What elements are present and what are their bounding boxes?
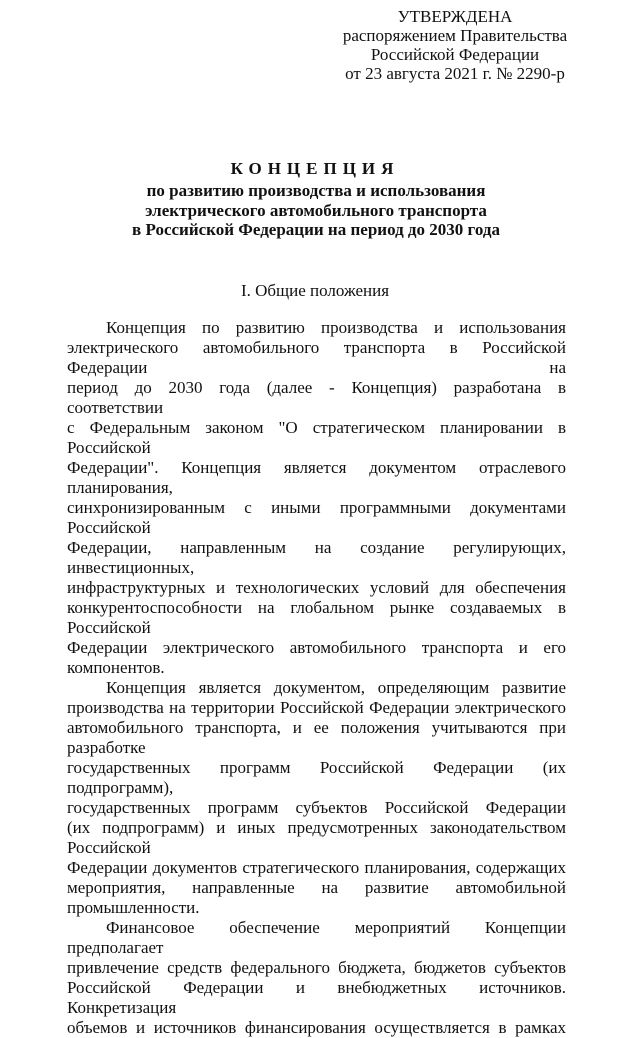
paragraph-line: Российской Федерации и внебюджетных источников. Конкретизация — [67, 977, 566, 1017]
paragraph-line: инфраструктурных и технологических условий для обеспечения — [67, 577, 566, 597]
document-subtitle — [60, 181, 572, 240]
paragraph-line: Финансовое обеспечение мероприятий Концепции предполагает — [67, 917, 566, 957]
paragraph-line: с Федеральным законом "О стратегическом планировании в Российской — [67, 417, 566, 457]
paragraph-line: автомобильного транспорта, и ее положения учитываются при разработке — [67, 717, 566, 757]
paragraph — [67, 318, 566, 678]
paragraph-line: государственных программ Российской Федерации (их подпрограмм), — [67, 757, 566, 797]
approval-line: Российской Федерации — [370, 45, 540, 64]
document-title: КОНЦЕПЦИЯ — [230, 159, 400, 178]
paragraph-line: Концепция является документом, определяющим развитие — [106, 677, 566, 697]
section-heading: I. Общие положения — [240, 280, 390, 300]
approval-status: УТВЕРЖДЕНА — [397, 7, 513, 26]
paragraph-line: (их подпрограмм) и иных предусмотренных законодательством Российской — [67, 817, 566, 857]
paragraph-line: Федерации электрического автомобильного транспорта и его компонентов. — [67, 637, 566, 677]
approval-block — [330, 7, 580, 83]
paragraph-line: Федерации". Концепция является документом отраслевого планирования, — [67, 457, 566, 497]
paragraph-line: привлечение средств федерального бюджета, бюджетов субъектов — [67, 957, 566, 977]
paragraph — [67, 678, 566, 918]
paragraph-line: Федерации, направленным на создание регулирующих, инвестиционных, — [67, 537, 566, 577]
paragraph-line: мероприятия, направленные на развитие автомобильной промышленности. — [67, 877, 566, 917]
paragraph-line: объемов и источников финансирования осуществляется в рамках — [67, 1017, 566, 1037]
document-body — [67, 318, 566, 1038]
paragraph-line: электрического автомобильного транспорта в Российской Федерации на — [67, 337, 566, 377]
paragraph-line: конкурентоспособности на глобальном рынке создаваемых в Российской — [67, 597, 566, 637]
subtitle-line: электрического автомобильного транспорта — [145, 200, 487, 220]
subtitle-line: в Российской Федерации на период до 2030 года — [132, 220, 500, 239]
approval-line: распоряжением Правительства — [342, 26, 568, 45]
paragraph-line: государственных программ субъектов Российской Федерации — [67, 797, 566, 817]
paragraph — [67, 918, 566, 1038]
subtitle-line: по развитию производства и использования — [146, 181, 486, 200]
paragraph-line: синхронизированным с иными программными документами Российской — [67, 497, 566, 537]
paragraph-line: производства на территории Российской Федерации электрического — [67, 697, 566, 717]
approval-line: от 23 августа 2021 г. № 2290-р — [345, 64, 565, 83]
paragraph-line: период до 2030 года (далее - Концепция) разработана в соответствии — [67, 377, 566, 417]
paragraph-line: Концепция по развитию производства и использования — [106, 317, 566, 337]
paragraph-line: Федерации документов стратегического планирования, содержащих — [67, 857, 566, 877]
